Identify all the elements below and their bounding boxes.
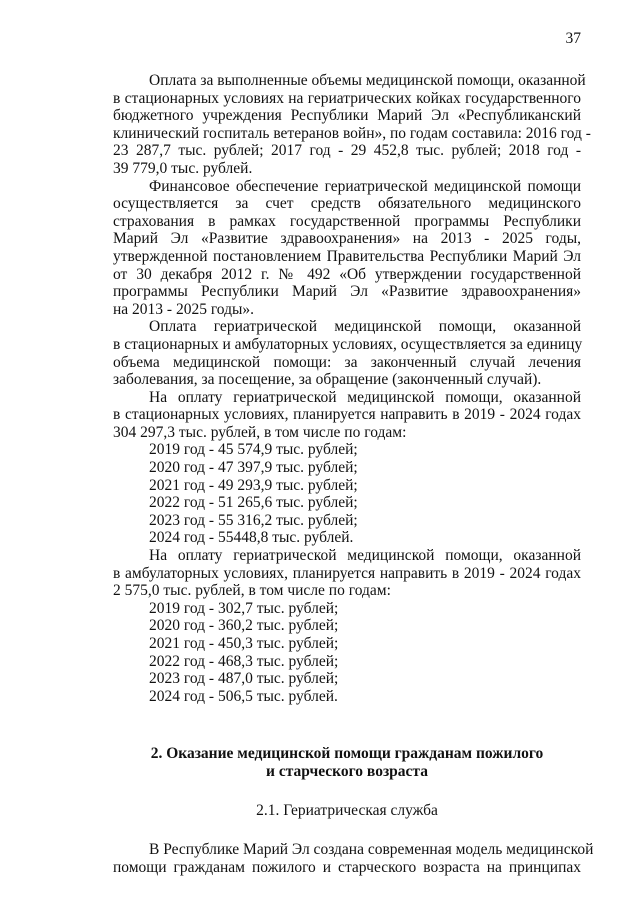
list-item: 2020 год - 47 397,9 тыс. рублей; [149,459,358,477]
list-item: 2019 год - 302,7 тыс. рублей; [149,599,339,617]
list-item: 2021 год - 450,3 тыс. рублей; [149,635,339,652]
paragraph-inpatient-payments [113,72,591,178]
text-line: 2 575,0 тыс. рублей, в том числе по годам: [113,582,391,600]
list-item: 2024 год - 55448,8 тыс. рублей. [149,529,354,547]
spacer [113,819,581,841]
text-line: Финансовое обеспечение гериатрической медицинской помощи [149,177,581,195]
section-heading-line: и старческого возраста [266,762,428,780]
paragraph-payment-units [113,318,581,388]
text-line: 39 779,0 тыс. рублей. [113,159,253,177]
text-line: На оплату гериатрической медицинской помощи, оказанной [149,547,581,565]
inpatient-year-list [113,441,581,547]
text-line: Оплата гериатрической медицинской помощи, оказанной [149,318,581,336]
text-line: программы Республики Марий Эл «Развитие здравоохранения» [113,283,581,301]
text-line: утвержденной постановлением Правительства Республики Марий Эл [113,247,581,265]
section-heading-line: 2. Оказание медицинской помощи гражданам пожилого [150,745,544,763]
text-line: 23 287,7 тыс. рублей; 2017 год - 29 452,8 тыс. рублей; 2018 год - [113,142,581,160]
list-item: 2021 год - 49 293,9 тыс. рублей; [149,476,358,494]
text-line: Оплата за выполненные объемы медицинской помощи, оказанной [149,72,586,89]
section-heading [113,745,581,780]
list-item: 2022 год - 468,3 тыс. рублей; [149,652,339,670]
text-line: объема медицинской помощи: за законченный случай лечения [113,353,581,371]
list-item: 2023 год - 487,0 тыс. рублей; [149,670,339,688]
spacer [113,705,581,745]
list-item: 2023 год - 55 316,2 тыс. рублей; [149,511,358,529]
list-item: 2019 год - 45 574,9 тыс. рублей; [149,441,358,459]
text-line: в стационарных условиях, планируется направить в 2019 - 2024 годах [113,406,581,424]
text-line: в стационарных условиях на гериатрических койках государственного [113,89,581,107]
paragraph-inpatient-plan [113,389,581,442]
text-line: на 2013 - 2025 годы». [113,300,255,318]
paragraph-financing [113,178,581,319]
text-line: 304 297,3 тыс. рублей, в том числе по годам: [113,423,407,441]
list-item: 2024 год - 506,5 тыс. рублей. [149,687,338,705]
text-line: в амбулаторных условиях, планируется направить в 2019 - 2024 годах [113,564,581,582]
subsection-heading: 2.1. Гериатрическая служба [256,801,438,819]
list-item: 2020 год - 360,2 тыс. рублей; [149,617,339,635]
paragraph-care-model [113,841,594,876]
list-item: 2022 год - 51 265,6 тыс. рублей; [149,494,358,512]
text-line: в стационарных и амбулаторных условиях, осуществляется за единицу [113,335,583,353]
text-line: страхования в рамках государственной программы Республики [113,212,581,230]
text-line: В Республике Марий Эл создана современная модель медицинской [149,841,594,859]
text-line: бюджетного учреждения Республики Марий Эл «Республиканский [113,107,581,125]
text-line: помощи гражданам пожилого и старческого возраста на принципах [113,858,581,876]
text-line: Марий Эл «Развитие здравоохранения» на 2013 - 2025 годы, [113,230,581,248]
outpatient-year-list [113,600,581,706]
text-line: заболевания, за посещение, за обращение (законченный случай). [113,371,542,389]
text-line: клинический госпиталь ветеранов войн», по годам составила: 2016 год - [113,124,591,142]
text-line: от 30 декабря 2012 г. № 492 «Об утверждении государственной [113,265,581,283]
page-number: 37 [565,30,581,47]
text-line: На оплату гериатрической медицинской помощи, оказанной [149,388,581,406]
text-line: осуществляется за счет средств обязательного медицинского [113,195,581,213]
paragraph-outpatient-plan [113,547,581,600]
spacer [113,781,581,802]
document-body [113,72,594,876]
